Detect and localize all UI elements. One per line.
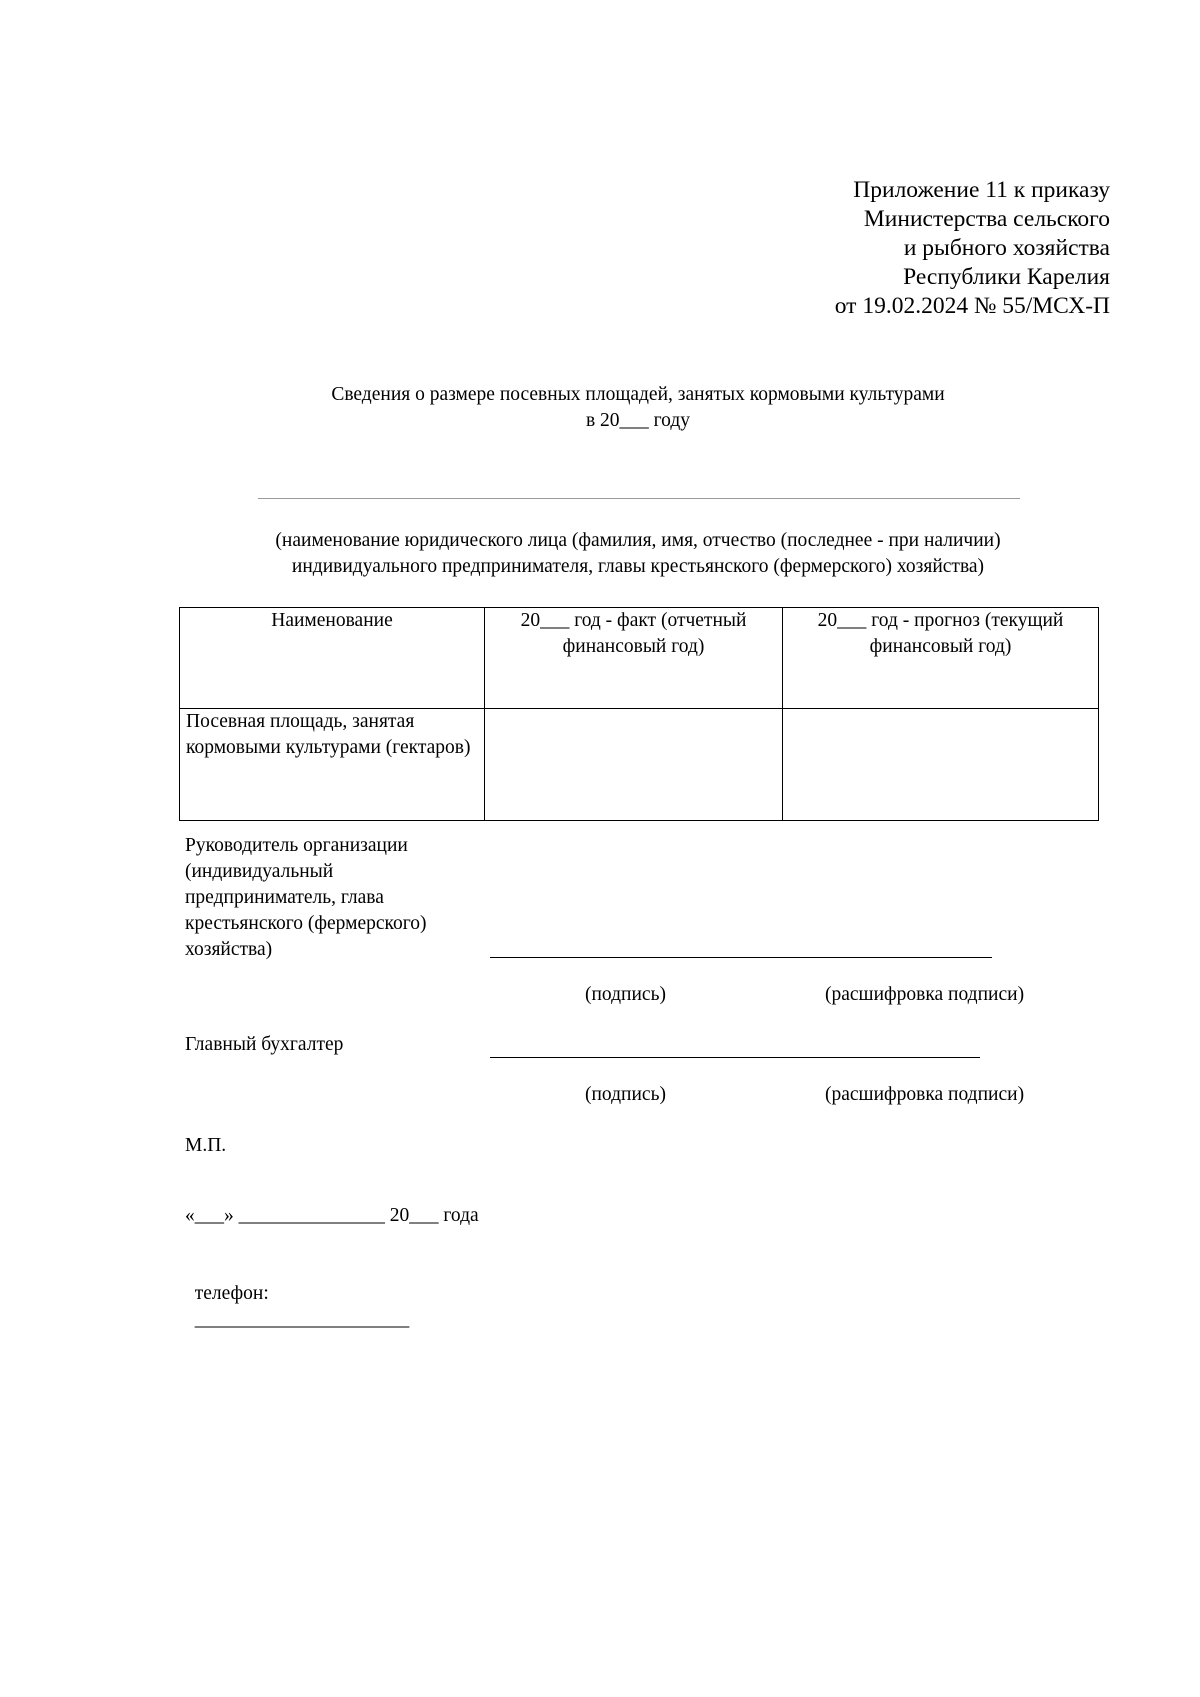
annex-block <box>835 176 1110 321</box>
document-title <box>0 382 1200 434</box>
organization-caption-line-1: (наименование юридического лица (фамилия, имя, отчество (последнее - при наличии) <box>275 530 1001 551</box>
annex-line: Министерства сельского <box>863 206 1110 232</box>
head-decode-caption: (расшифровка подписи) <box>825 984 1025 1005</box>
annex-line: и рыбного хозяйства <box>903 235 1110 261</box>
row-fact-cell[interactable] <box>485 709 783 821</box>
row-forecast-cell[interactable] <box>783 709 1099 821</box>
title-line-2: в 20___ году <box>585 410 691 431</box>
organization-caption-line-2: индивидуального предпринимателя, главы крестьянского (фермерского) хозяйства) <box>291 556 985 577</box>
accountant-signature-line[interactable] <box>490 1057 980 1058</box>
annex-line: от 19.02.2024 № 55/МСХ-П <box>834 293 1110 319</box>
phone-label: телефон: <box>194 1283 269 1304</box>
sown-area-table <box>179 607 1099 821</box>
date-line[interactable]: «___» _______________ 20___ года <box>185 1205 479 1226</box>
accountant-decode-caption: (расшифровка подписи) <box>825 1084 1025 1105</box>
stamp-place: М.П. <box>185 1135 227 1156</box>
organization-name-line[interactable] <box>258 498 1020 499</box>
table-header-row <box>180 608 1099 709</box>
header-name: Наименование <box>180 608 485 709</box>
header-forecast: 20___ год - прогноз (текущий финансовый год) <box>783 608 1099 709</box>
accountant-label: Главный бухгалтер <box>185 1034 344 1055</box>
annex-line: Приложение 11 к приказу <box>853 177 1110 203</box>
head-signature-caption: (подпись) <box>585 984 666 1005</box>
table-row <box>180 709 1099 821</box>
title-line-1: Сведения о размере посевных площадей, занятых кормовыми культурами <box>331 384 945 405</box>
organization-caption <box>0 528 1200 580</box>
accountant-signature-caption: (подпись) <box>585 1084 666 1105</box>
head-signature-line[interactable] <box>490 957 992 958</box>
head-signature-label: Руководитель организации (индивидуальный предприниматель, глава крестьянского (фермерского) хозяйства) <box>185 835 427 960</box>
header-fact: 20___ год - факт (отчетный финансовый год) <box>485 608 783 709</box>
row-name: Посевная площадь, занятая кормовыми культурами (гектаров) <box>180 709 485 821</box>
phone-blank[interactable]: ______________________ <box>194 1309 410 1330</box>
phone-line <box>185 1255 409 1333</box>
annex-line: Республики Карелия <box>903 264 1110 290</box>
